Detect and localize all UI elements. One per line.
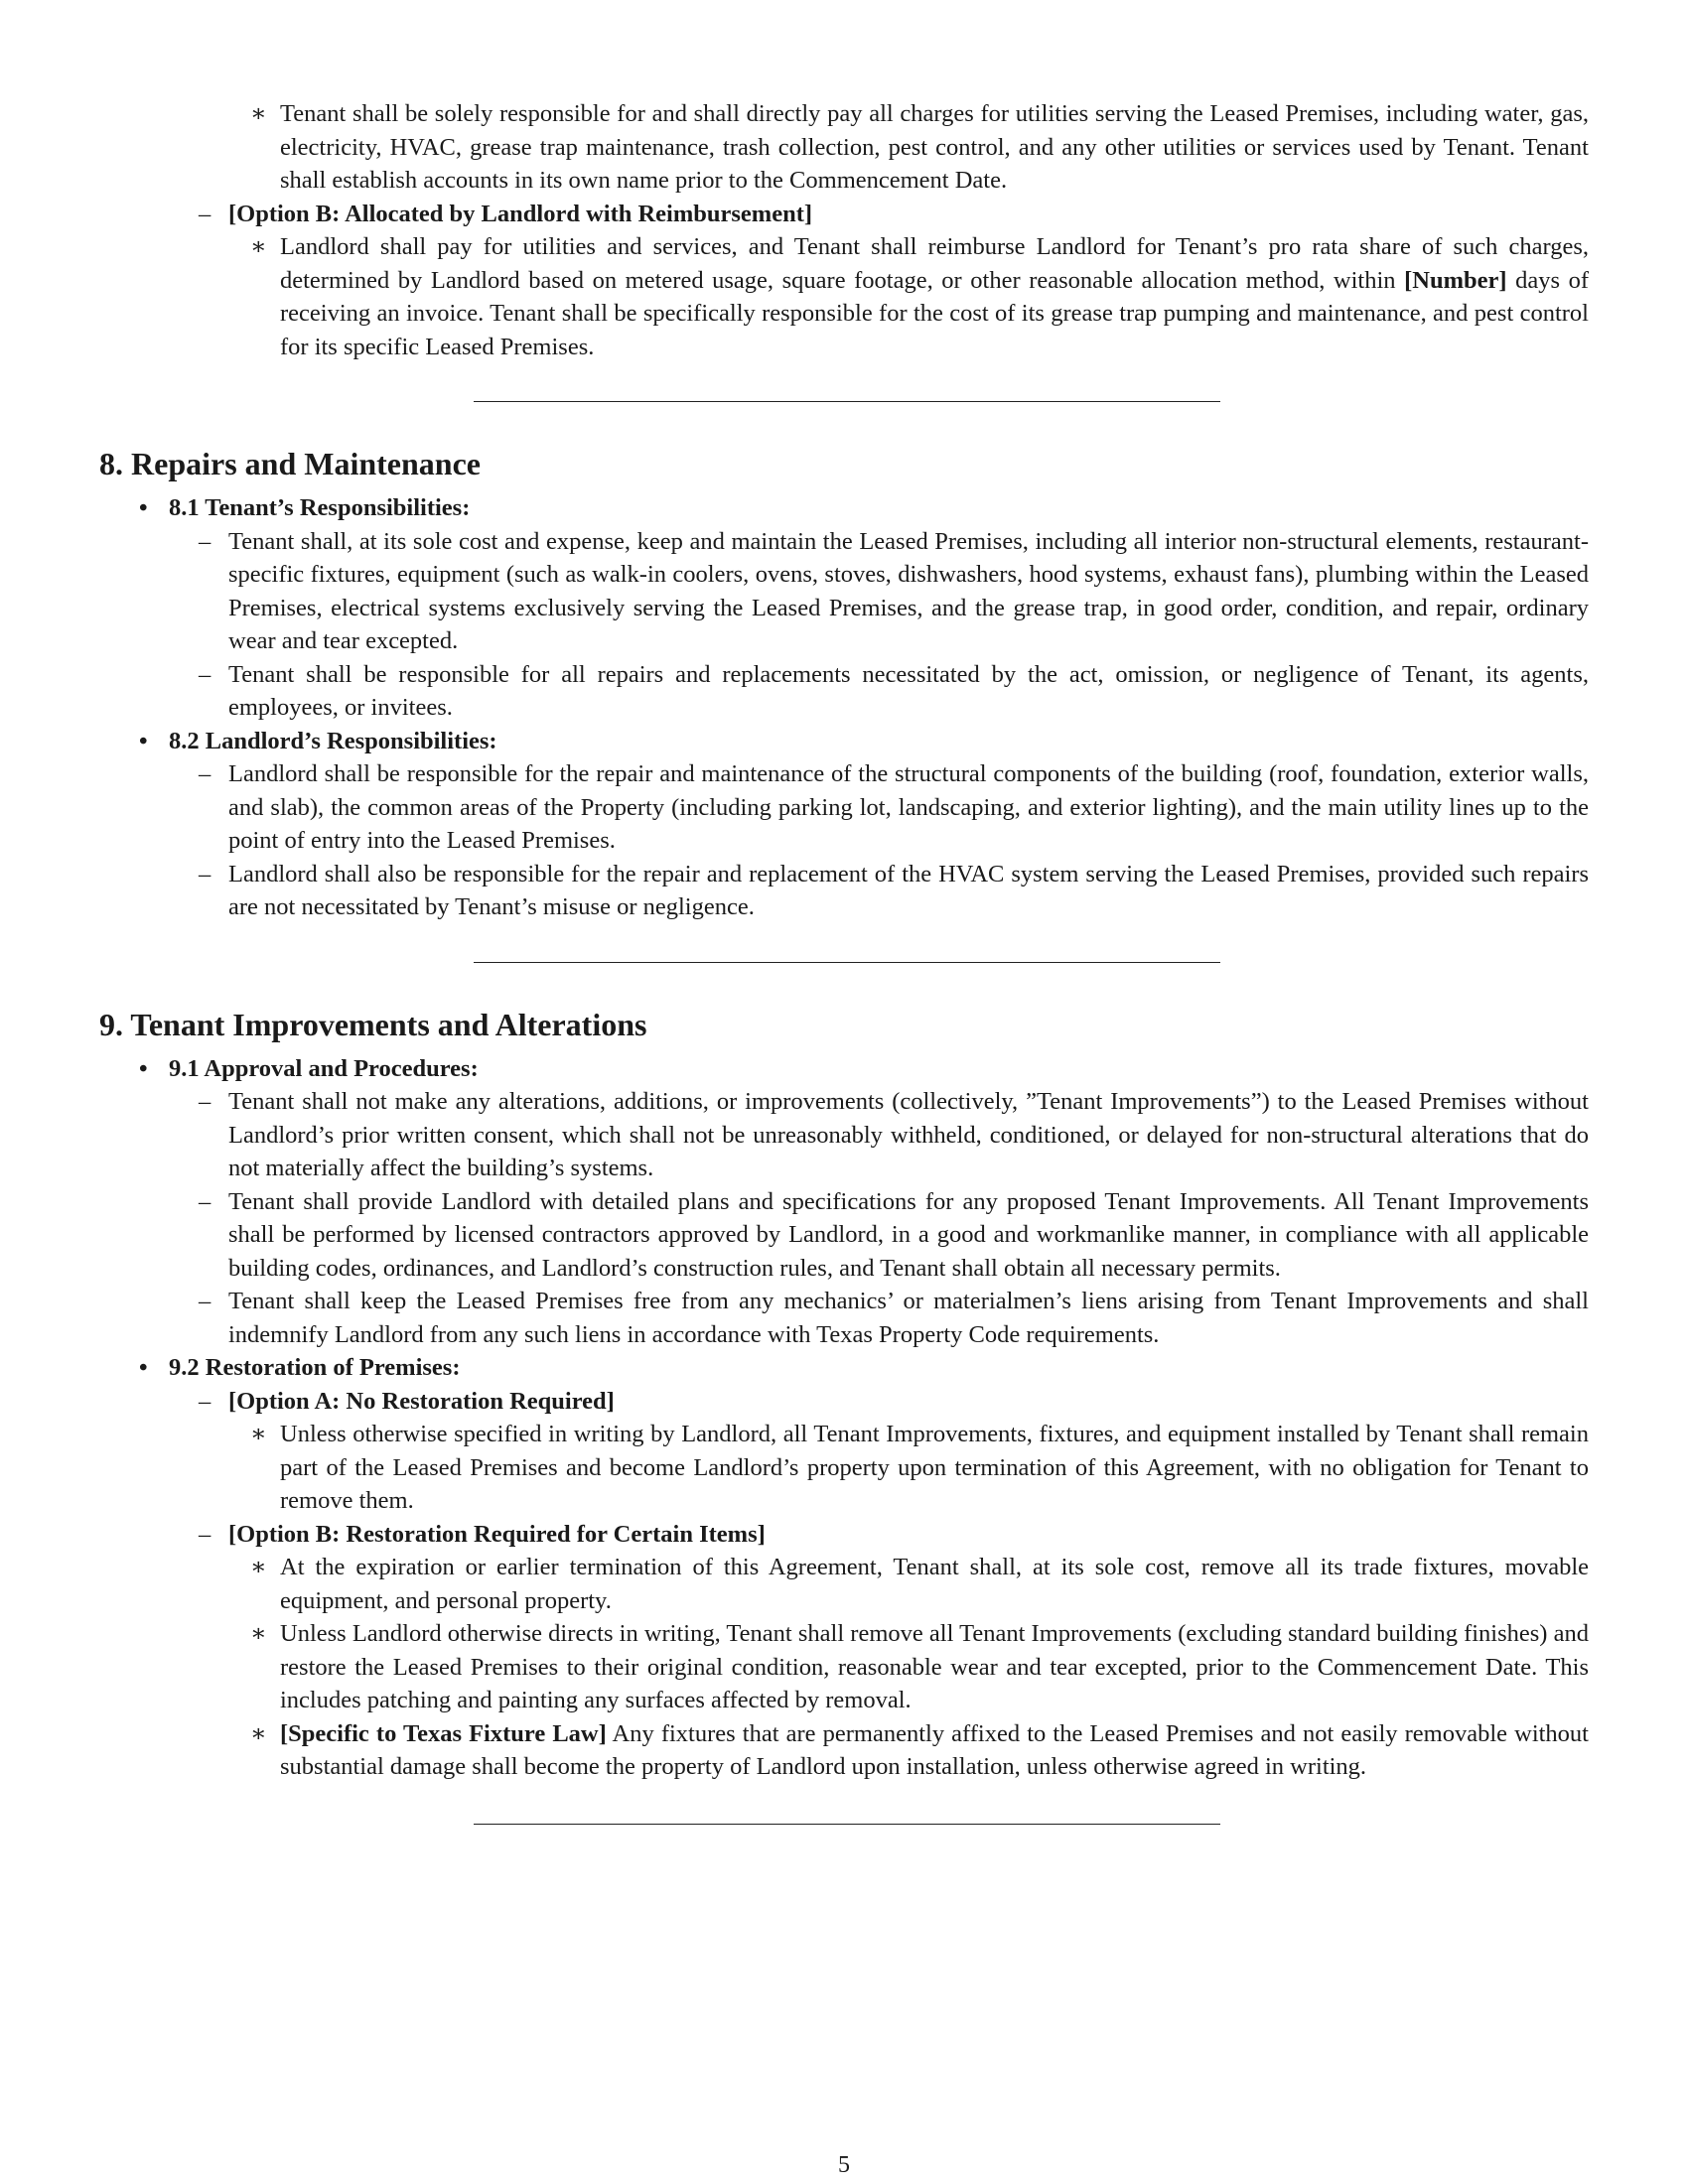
bullet-icon: • <box>139 1054 148 1082</box>
dash-bullet-icon: – <box>199 1288 211 1314</box>
dash-bullet-icon: – <box>199 860 211 887</box>
asterisk-bullet-icon: ∗ <box>250 1719 267 1747</box>
list-item: – Tenant shall provide Landlord with detailed plans and specifications for any proposed Tenant Improvements. All Tenant Improvements shall be performed by licensed contractors approved by Landlord, in a good and workmanlike manner, in compliance with all applicable building codes, ordinances, and Landlord’s construction rules, and Tenant shall obtain all necessary permits. <box>228 1185 1589 1286</box>
bullet-icon: • <box>139 727 148 754</box>
asterisk-bullet-icon: ∗ <box>250 1554 267 1580</box>
list-item: – Tenant shall be responsible for all repairs and replacements necessitated by the act, omission, or negligence of Tenant, its agents, employees, or invitees. <box>228 658 1589 725</box>
utilities-option-b-label: [Option B: Allocated by Landlord with Reimbursement] <box>228 200 813 227</box>
dash-bullet-icon: – <box>199 200 211 227</box>
texas-fixture-law-label: [Specific to Texas Fixture Law] <box>280 1719 607 1747</box>
dash-bullet-icon: – <box>199 1088 211 1115</box>
list-item: – Tenant shall keep the Leased Premises free from any mechanics’ or materialmen’s liens arising from Tenant Improvements and shall indemnify Landlord from any such liens in accordance with Texas Property Code requirements. <box>228 1285 1589 1351</box>
asterisk-bullet-icon: ∗ <box>250 100 267 127</box>
list-item <box>199 198 1589 231</box>
list-item: ∗ [Specific to Texas Fixture Law] Any fixtures that are permanently affixed to the Leased Premises and not easily removable without substantial damage shall become the property of Landlord upon installation, unless otherwise agreed in writing. <box>280 1717 1589 1784</box>
list-item: ∗ At the expiration or earlier termination of this Agreement, Tenant shall, at its sole cost, remove all its trade fixtures, movable equipment, and personal property. <box>280 1551 1589 1617</box>
bullet-icon: • <box>139 1354 148 1381</box>
utilities-option-b-text-2: days of receiving an invoice. Tenant shall be specifically responsible for the cost of its grease trap pumping and maintenance, and pest control for its specific Leased Premises. <box>280 266 1589 360</box>
asterisk-bullet-icon: ∗ <box>250 1620 267 1647</box>
subsection-9-1-heading: • 9.1 Approval and Procedures: <box>169 1052 1589 1086</box>
dash-bullet-icon: – <box>199 660 211 688</box>
list-item: – Landlord shall be responsible for the repair and maintenance of the structural components of the building (roof, foundation, exterior walls, and slab), the common areas of the Property (including parking lot, landscaping, and exterior lighting), and the main utility lines up to the point of entry into the Leased Premises. <box>228 757 1589 858</box>
asterisk-bullet-icon: ∗ <box>250 1421 267 1447</box>
list-item: ∗ Unless Landlord otherwise directs in writing, Tenant shall remove all Tenant Improvements (excluding standard building finishes) and restore the Leased Premises to their original condition, reasonable wear and tear excepted, prior to the Commencement Date. This includes patching and painting any surfaces affected by removal. <box>280 1617 1589 1717</box>
list-item <box>199 1385 1589 1419</box>
section-9-title: 9. Tenant Improvements and Alterations <box>99 1006 647 1042</box>
list-item: ∗ Unless otherwise specified in writing by Landlord, all Tenant Improvements, fixtures, and equipment installed by Tenant shall remain part of the Leased Premises and become Landlord’s property upon termination of this Agreement, with no obligation for Tenant to remove them. <box>280 1418 1589 1518</box>
section-8-title: 8. Repairs and Maintenance <box>99 446 481 481</box>
number-placeholder: [Number] <box>1404 266 1507 294</box>
restoration-option-b-label: [Option B: Restoration Required for Certain Items] <box>228 1520 766 1548</box>
dash-bullet-icon: – <box>199 760 211 787</box>
section-divider <box>474 401 1220 402</box>
restoration-option-a-label: [Option A: No Restoration Required] <box>228 1387 615 1415</box>
list-item: – Tenant shall not make any alterations, additions, or improvements (collectively, ”Tenant Improvements”) to the Leased Premises without Landlord’s prior written consent, which shall not be unreasonably withheld, conditioned, or delayed for non-structural alterations that do not materially affect the building’s systems. <box>228 1085 1589 1185</box>
section-divider <box>474 1824 1220 1825</box>
list-item: – Tenant shall, at its sole cost and expense, keep and maintain the Leased Premises, including all interior non-structural elements, restaurant-specific fixtures, equipment (such as walk-in coolers, ovens, stoves, dishwashers, hood systems, exhaust fans), plumbing within the Leased Premises, electrical systems exclusively serving the Leased Premises, and the grease trap, in good order, condition, and repair, ordinary wear and tear excepted. <box>228 525 1589 658</box>
subsection-9-2-heading: • 9.2 Restoration of Premises: <box>169 1351 1589 1385</box>
list-item <box>250 97 1589 198</box>
subsection-8-1-heading: • 8.1 Tenant’s Responsibilities: <box>169 491 1589 525</box>
utilities-option-b-text-1: Landlord shall pay for utilities and services, and Tenant shall reimburse Landlord for Tenant’s pro rata share of such charges, determined by Landlord based on metered usage, square footage, or other reasonable allocation method, within <box>280 233 1589 294</box>
utilities-option-a-text: Tenant shall be solely responsible for and shall directly pay all charges for utilities serving the Leased Premises, including water, gas, electricity, HVAC, grease trap maintenance, trash collection, pest control, and any other utilities or services used by Tenant. Tenant shall establish accounts in its own name prior to the Commencement Date. <box>280 100 1589 194</box>
bullet-icon: • <box>139 494 148 521</box>
list-item <box>199 1518 1589 1552</box>
dash-bullet-icon: – <box>199 1387 211 1415</box>
document-page <box>99 97 1589 1825</box>
dash-bullet-icon: – <box>199 1520 211 1548</box>
dash-bullet-icon: – <box>199 527 211 555</box>
section-divider <box>474 962 1220 963</box>
list-item <box>250 230 1589 363</box>
list-item: – Landlord shall also be responsible for the repair and replacement of the HVAC system serving the Leased Premises, provided such repairs are not necessitated by Tenant’s misuse or negligence. <box>228 858 1589 924</box>
dash-bullet-icon: – <box>199 1187 211 1215</box>
page-number: 5 <box>838 2152 850 2178</box>
asterisk-bullet-icon: ∗ <box>250 233 267 260</box>
subsection-8-2-heading: • 8.2 Landlord’s Responsibilities: <box>169 725 1589 758</box>
